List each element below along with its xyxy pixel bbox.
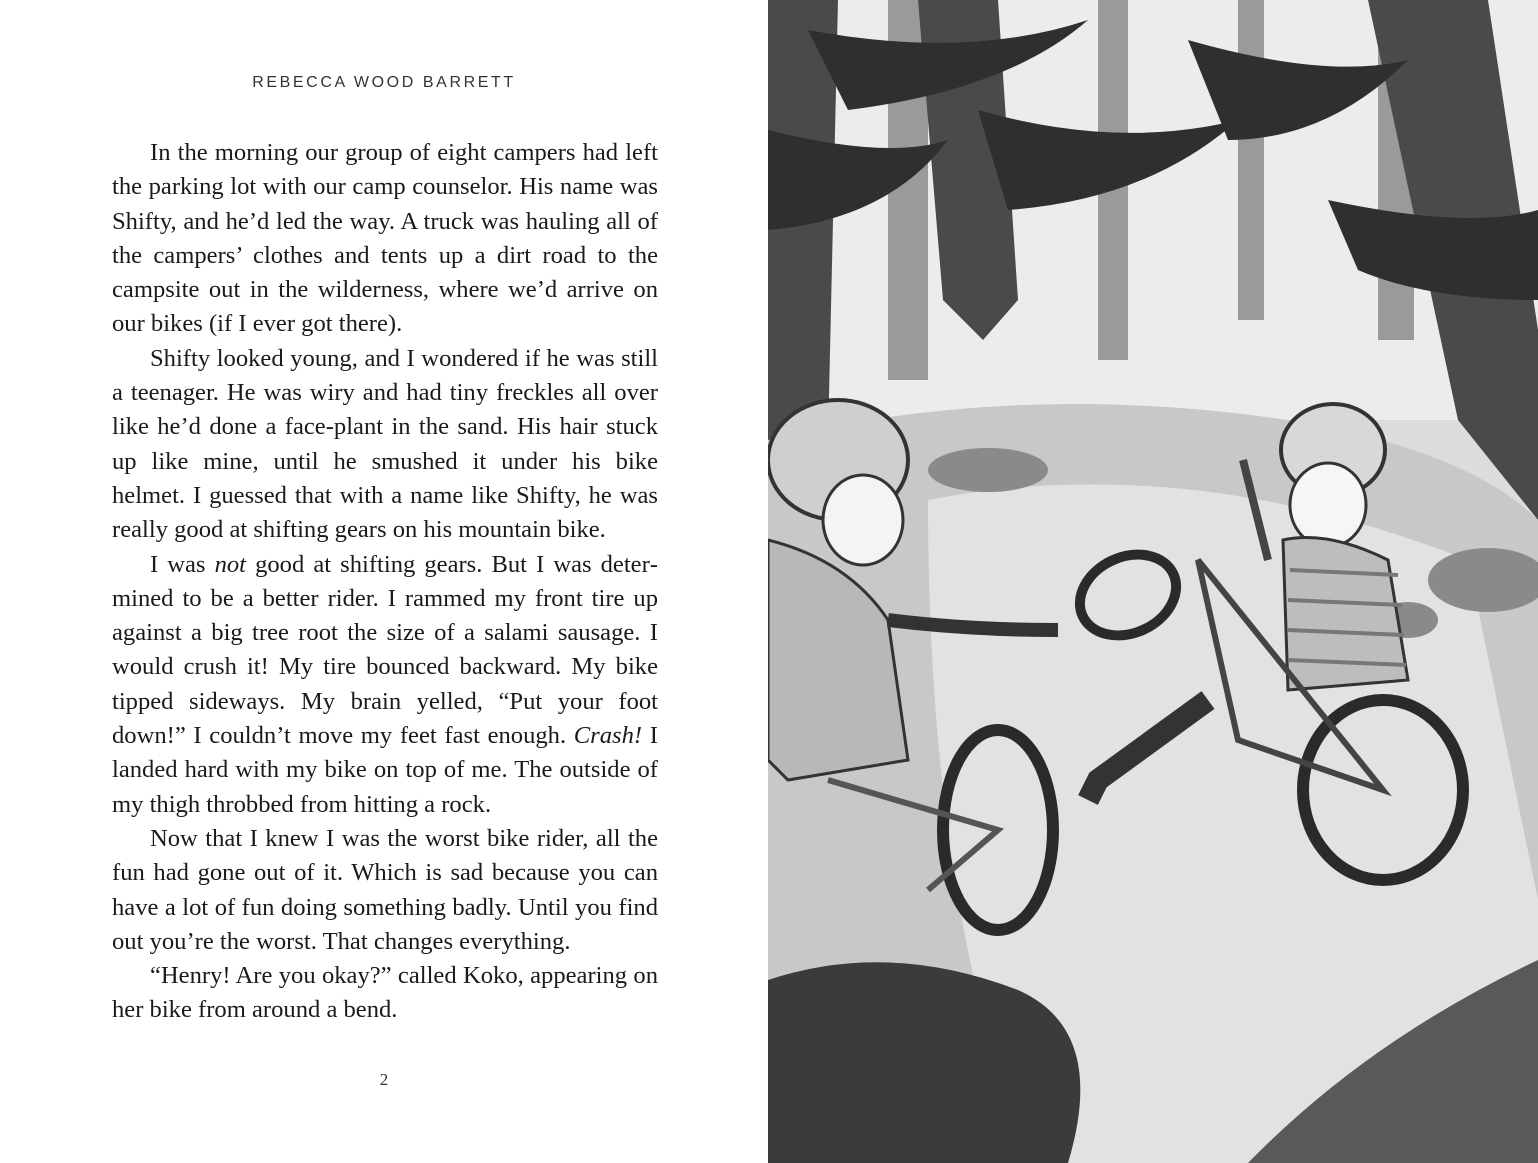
page-number: 2 xyxy=(379,1070,389,1089)
paragraph-text: good at shifting gears. But I was determined to be a better rider. I rammed my front tire up against a big tree root the size of a salami sausage. I would crush it! My tire bounced backward. My bike tipped sideways. My brain yelled, “Put your foot down!” I couldn’t move my feet fast enough. xyxy=(112,550,658,750)
body-text xyxy=(112,136,658,1028)
body-paragraph xyxy=(112,136,658,342)
right-page-illustration xyxy=(768,0,1538,1163)
forest-bike-crash-illustration-icon xyxy=(768,0,1538,1163)
body-paragraph xyxy=(112,342,658,548)
body-paragraph xyxy=(112,548,658,822)
paragraph-text: In the morning our group of eight campers had left the parking lot with our camp counselor. His name was Shifty, and he’d led the way. A truck was hauling all of the campers’ clothes and tents up a dirt road to the campsite out in the wilderness, where we’d arrive on our bikes (if I ever got there). xyxy=(112,139,658,338)
paragraph-text: Now that I knew I was the worst bike rider, all the fun had gone out of it. Which is sad because you can have a lot of fun doing something badly. Until you find out you’re the worst. That changes everything. xyxy=(112,824,658,955)
paragraph-text: I was xyxy=(150,550,215,578)
left-page xyxy=(0,0,768,1163)
body-paragraph xyxy=(112,959,658,1028)
running-head: REBECCA WOOD BARRETT xyxy=(252,74,516,91)
paragraph-text: “Henry! Are you okay?” called Koko, appearing on her bike from around a bend. xyxy=(112,962,658,1024)
italic-text: Crash! xyxy=(573,722,643,750)
italic-text: not xyxy=(214,550,247,578)
paragraph-text: I landed hard with my bike on top of me. The outside of my thigh throbbed from hitting a rock. xyxy=(112,722,658,818)
body-paragraph xyxy=(112,822,658,959)
paragraph-text: Shifty looked young, and I wondered if he was still a teenager. He was wiry and had tiny freckles all over like he’d done a face-plant in the sand. His hair stuck up like mine, until he smushed it under his bike helmet. I guessed that with a name like Shifty, he was really good at shifting gears on his mountain bike. xyxy=(112,344,658,544)
